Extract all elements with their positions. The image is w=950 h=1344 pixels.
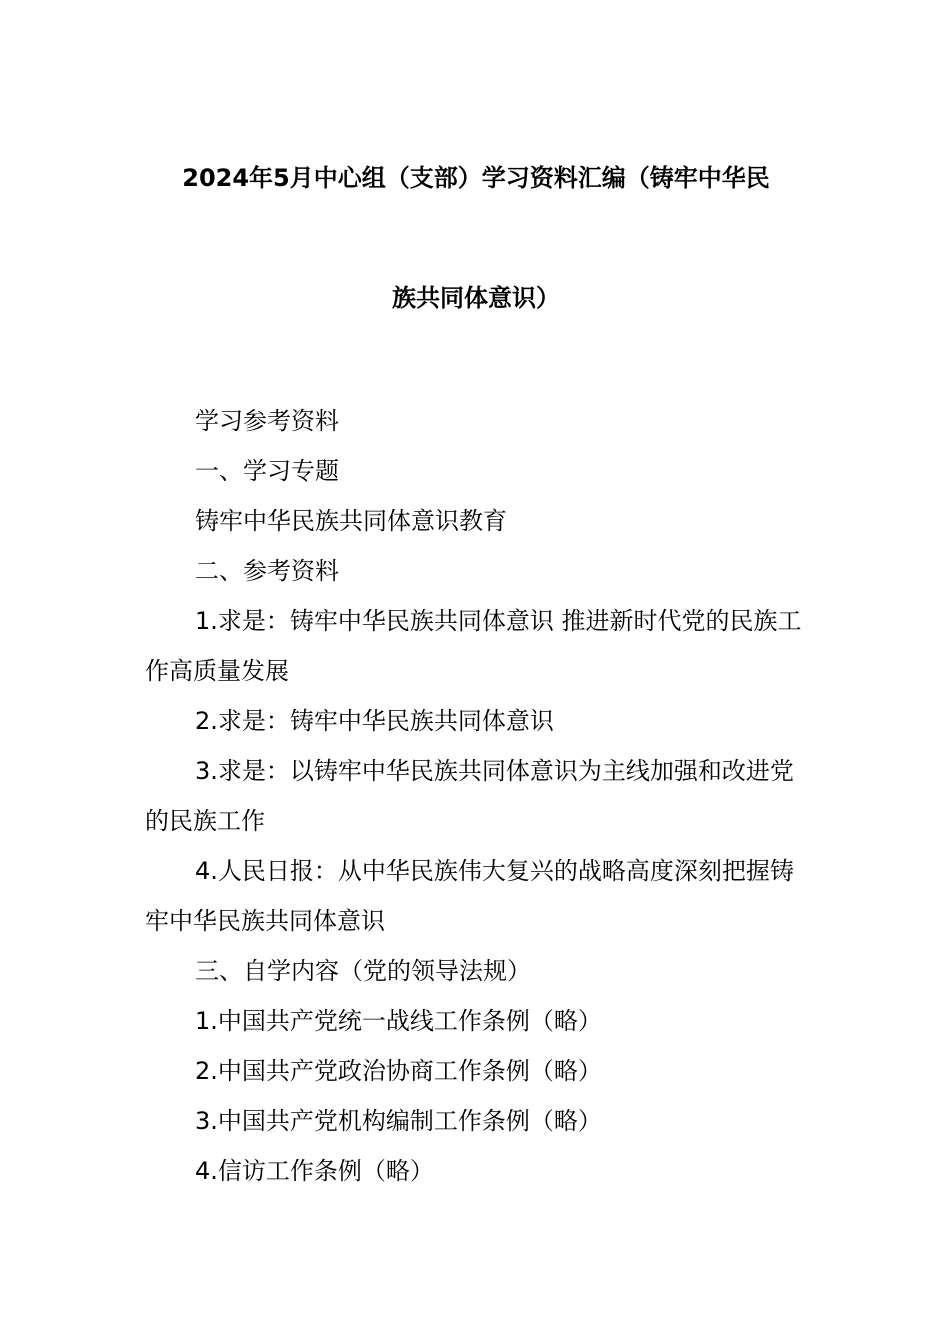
document-title-line-2: 族共同体意识） (392, 284, 560, 312)
self-study-item-4: 4.信访工作条例（略） (195, 1157, 434, 1185)
section-heading-topic: 一、学习专题 (195, 457, 339, 485)
topic-text: 铸牢中华民族共同体意识教育 (195, 507, 507, 535)
self-study-item-3: 3.中国共产党机构编制工作条例（略） (195, 1107, 602, 1135)
section-heading-reference: 学习参考资料 (195, 407, 339, 435)
material-item-4: 4.人民日报：从中华民族伟大复兴的战略高度深刻把握铸牢中华民族共同体意识 (145, 857, 794, 935)
material-item-1: 1.求是：铸牢中华民族共同体意识 推进新时代党的民族工作高质量发展 (145, 607, 802, 685)
document-title-line-1: 2024年5月中心组（支部）学习资料汇编（铸牢中华民 (182, 164, 770, 192)
self-study-item-1: 1.中国共产党统一战线工作条例（略） (195, 1007, 602, 1035)
document-body (145, 396, 807, 1196)
material-item-3: 3.求是：以铸牢中华民族共同体意识为主线加强和改进党的民族工作 (145, 757, 794, 835)
material-item-2: 2.求是：铸牢中华民族共同体意识 (195, 707, 554, 735)
section-heading-materials: 二、参考资料 (195, 557, 339, 585)
section-heading-self-study: 三、自学内容（党的领导法规） (195, 957, 531, 985)
self-study-item-2: 2.中国共产党政治协商工作条例（略） (195, 1057, 602, 1085)
